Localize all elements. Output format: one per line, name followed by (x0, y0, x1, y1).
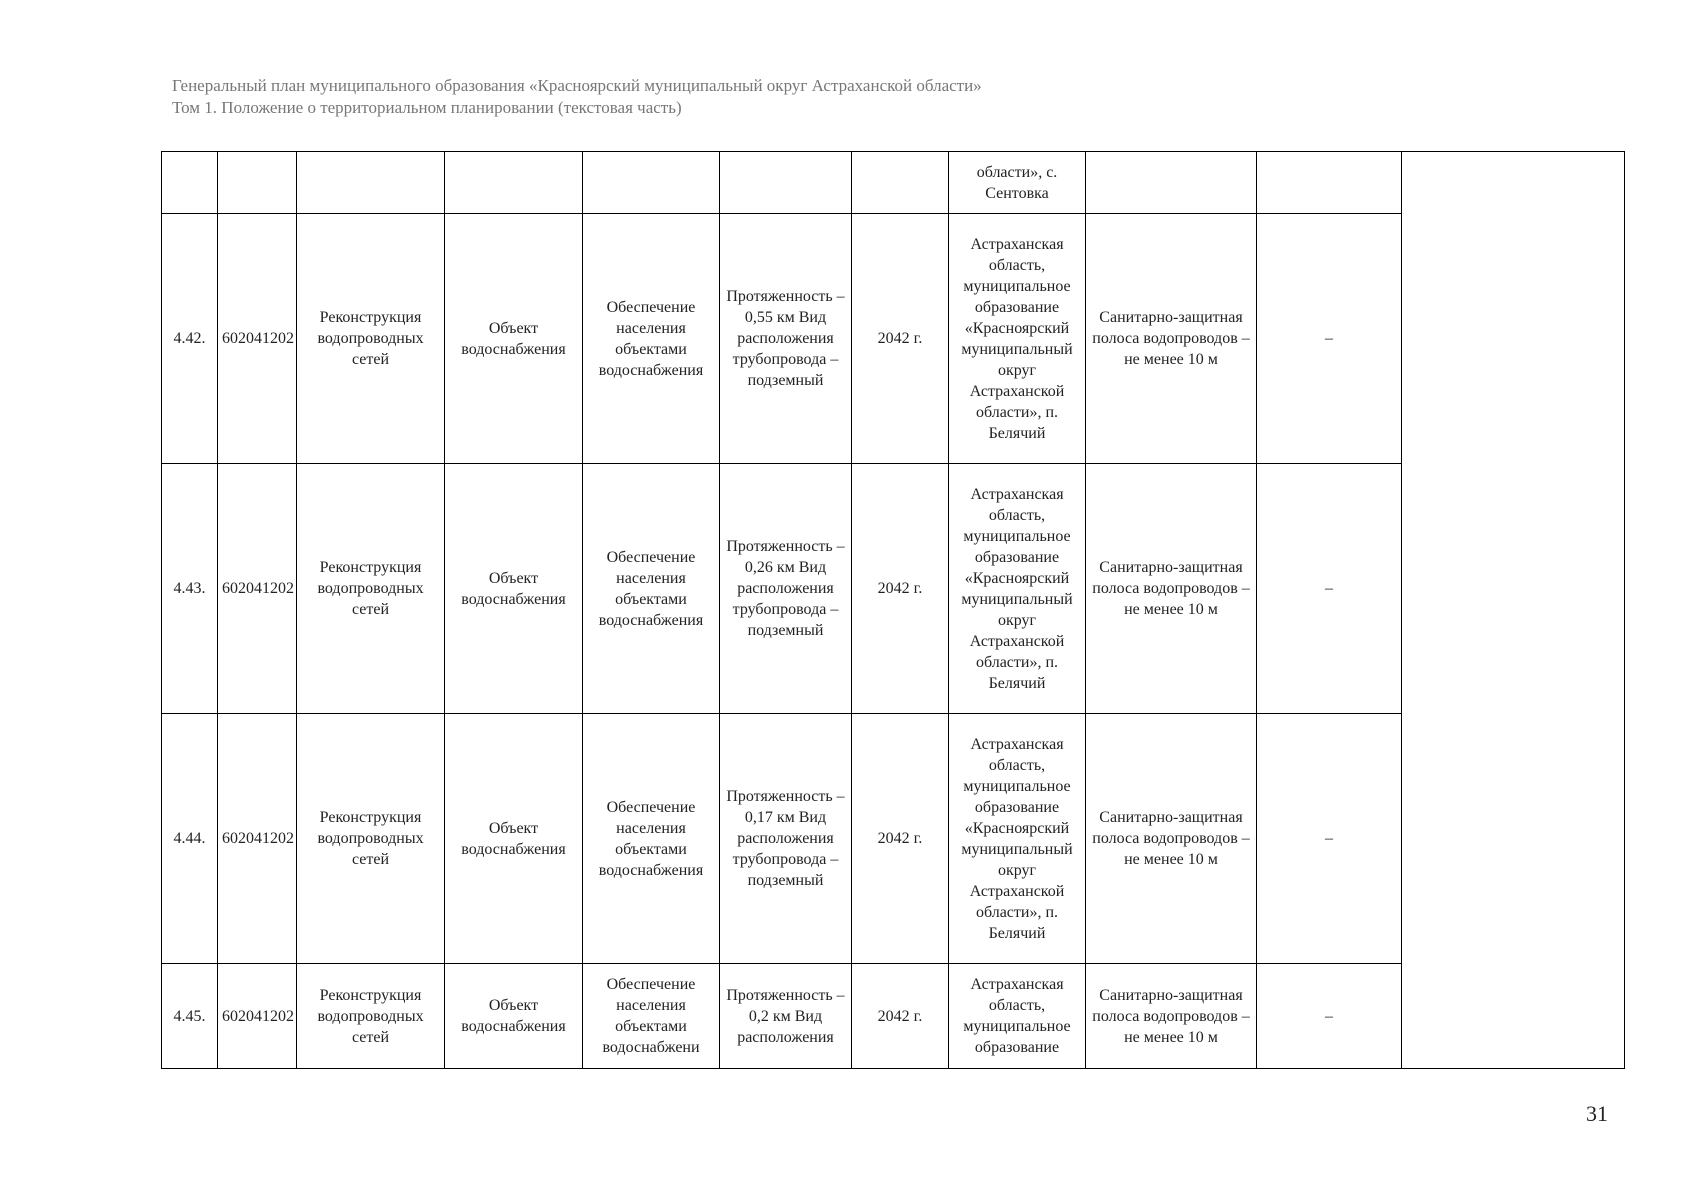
cell-number (162, 152, 218, 214)
cell-characteristics: Протяженность – 0,2 км Вид расположения (720, 964, 852, 1069)
cell-number: 4.44. (162, 714, 218, 964)
cell-number: 4.43. (162, 464, 218, 714)
cell-code (218, 152, 297, 214)
cell-purpose (583, 152, 720, 214)
cell-location: области», с. Сентовка (949, 152, 1086, 214)
cell-year: 2042 г. (852, 214, 949, 464)
cell-year: 2042 г. (852, 964, 949, 1069)
cell-extra: – (1257, 464, 1402, 714)
cell-year: 2042 г. (852, 464, 949, 714)
cell-zone: Санитарно-защитная полоса водопроводов – не менее 10 м (1086, 464, 1257, 714)
cell-name: Реконструкция водопроводных сетей (297, 214, 445, 464)
cell-year: 2042 г. (852, 714, 949, 964)
cell-number: 4.42. (162, 214, 218, 464)
cell-extra: – (1257, 714, 1402, 964)
cell-name: Реконструкция водопроводных сетей (297, 464, 445, 714)
cell-extra (1257, 152, 1402, 214)
cell-purpose: Обеспечение населения объектами водоснабжения (583, 714, 720, 964)
cell-zone (1086, 152, 1257, 214)
cell-extra: – (1257, 214, 1402, 464)
cell-number: 4.45. (162, 964, 218, 1069)
cell-purpose: Обеспечение населения объектами водоснабжения (583, 214, 720, 464)
cell-code: 602041202 (218, 214, 297, 464)
cell-name (297, 152, 445, 214)
cell-code: 602041202 (218, 714, 297, 964)
cell-characteristics (720, 152, 852, 214)
cell-year (852, 152, 949, 214)
cell-extra: – (1257, 964, 1402, 1069)
cell-code: 602041202 (218, 464, 297, 714)
cell-type: Объект водоснабжения (445, 714, 583, 964)
cell-name: Реконструкция водопроводных сетей (297, 964, 445, 1069)
cell-location: Астраханская область, муниципальное образование (949, 964, 1086, 1069)
projects-table (161, 151, 1625, 1069)
cell-characteristics: Протяженность – 0,17 км Вид расположения трубопровода – подземный (720, 714, 852, 964)
cell-zone: Санитарно-защитная полоса водопроводов – не менее 10 м (1086, 714, 1257, 964)
cell-location: Астраханская область, муниципальное образование «Красноярский муниципальный округ Астраханской области», п. Белячий (949, 214, 1086, 464)
cell-purpose: Обеспечение населения объектами водоснабжени (583, 964, 720, 1069)
cell-code: 602041202 (218, 964, 297, 1069)
cell-characteristics: Протяженность – 0,55 км Вид расположения трубопровода – подземный (720, 214, 852, 464)
table-blank-column (1402, 152, 1625, 1069)
cell-name: Реконструкция водопроводных сетей (297, 714, 445, 964)
cell-purpose: Обеспечение населения объектами водоснабжения (583, 464, 720, 714)
header-line-1: Генеральный план муниципального образования «Красноярский муниципальный округ Астраханской области» (172, 76, 982, 95)
cell-location: Астраханская область, муниципальное образование «Красноярский муниципальный округ Астраханской области», п. Белячий (949, 464, 1086, 714)
cell-type (445, 152, 583, 214)
cell-type: Объект водоснабжения (445, 214, 583, 464)
cell-type: Объект водоснабжения (445, 464, 583, 714)
table-row-continuation (162, 152, 1625, 214)
header-line-2: Том 1. Положение о территориальном планировании (текстовая часть) (172, 98, 682, 117)
running-header (172, 75, 982, 119)
page-number: 31 (1586, 1101, 1608, 1126)
cell-location: Астраханская область, муниципальное образование «Красноярский муниципальный округ Астраханской области», п. Белячий (949, 714, 1086, 964)
cell-characteristics: Протяженность – 0,26 км Вид расположения трубопровода – подземный (720, 464, 852, 714)
cell-zone: Санитарно-защитная полоса водопроводов – не менее 10 м (1086, 964, 1257, 1069)
cell-type: Объект водоснабжения (445, 964, 583, 1069)
cell-zone: Санитарно-защитная полоса водопроводов – не менее 10 м (1086, 214, 1257, 464)
